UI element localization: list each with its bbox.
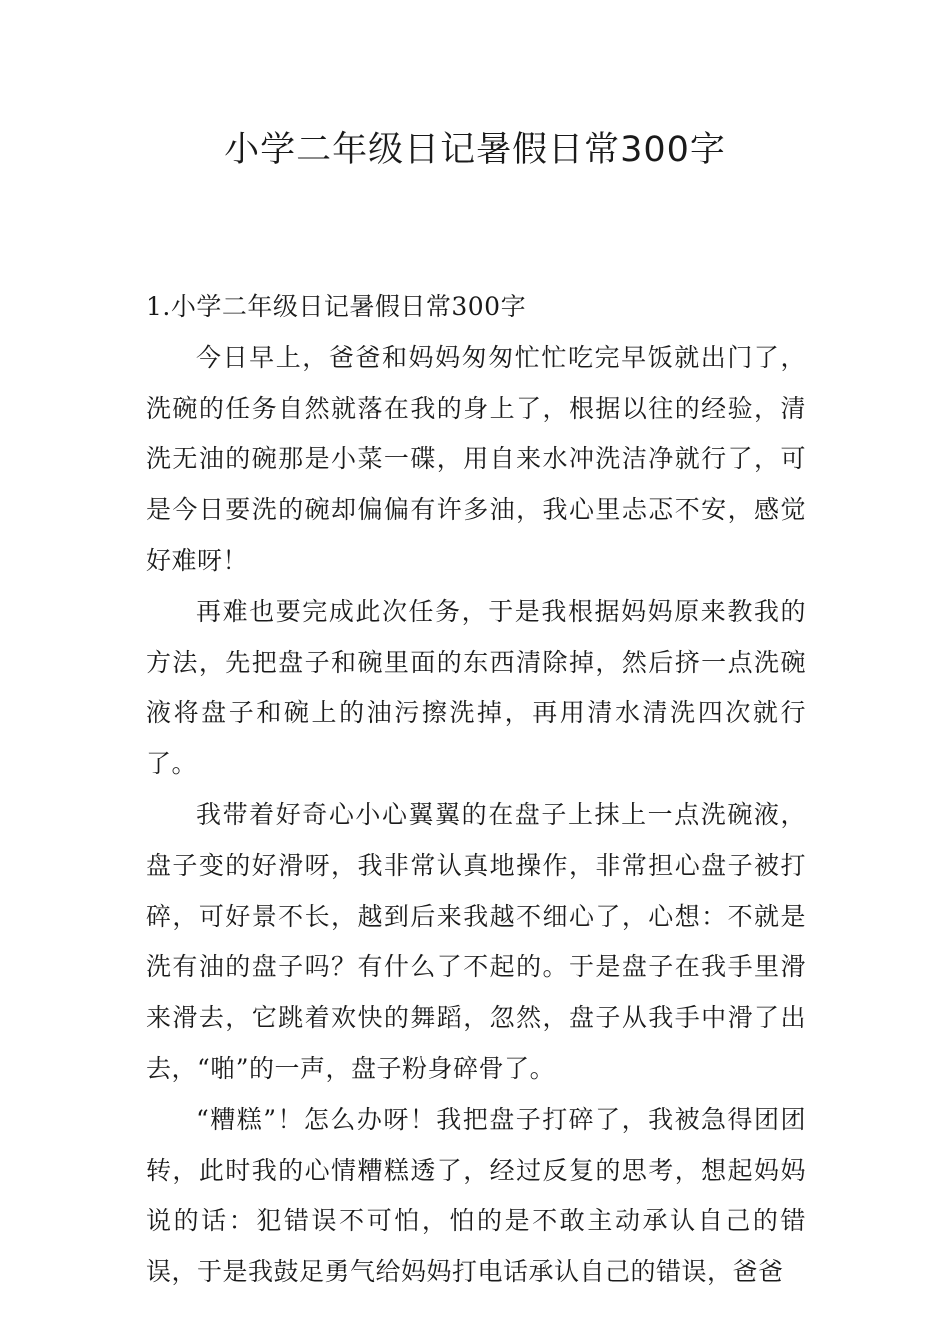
document-title: 小学二年级日记暑假日常300字: [224, 130, 726, 170]
paragraph-3: 我带着好奇心小心翼翼的在盘子上抹上一点洗碗液，盘子变的好滑呀，我非常认真地操作，非常担心盘子被打碎，可好景不长，越到后来我越不细心了，心想：不就是洗有油的盘子吗？有什么了不起的。于是盘子在我手里滑来滑去，它跳着欢快的舞蹈，忽然，盘子从我手中滑了出去，“啪”的一声，盘子粉身碎骨了。: [146, 799, 806, 1083]
paragraph-2: 再难也要完成此次任务，于是我根据妈妈原来教我的方法，先把盘子和碗里面的东西清除掉，然后挤一点洗碗液将盘子和碗上的油污擦洗掉，再用清水清洗四次就行了。: [146, 596, 806, 779]
document-body: [146, 282, 806, 1298]
paragraph-4: “糟糕”！怎么办呀！我把盘子打碎了，我被急得团团转，此时我的心情糟糕透了，经过反复的思考，想起妈妈说的话：犯错误不可怕，怕的是不敢主动承认自己的错误，于是我鼓足勇气给妈妈打电话承认自己的错误，爸爸: [146, 1104, 806, 1287]
paragraph-1: 今日早上，爸爸和妈妈匆匆忙忙吃完早饭就出门了，洗碗的任务自然就落在我的身上了，根据以往的经验，清洗无油的碗那是小菜一碟，用自来水冲洗洁净就行了，可是今日要洗的碗却偏偏有许多油，我心里忐忑不安，感觉好难呀！: [146, 342, 806, 575]
section-heading: 1.小学二年级日记暑假日常300字: [146, 292, 527, 321]
